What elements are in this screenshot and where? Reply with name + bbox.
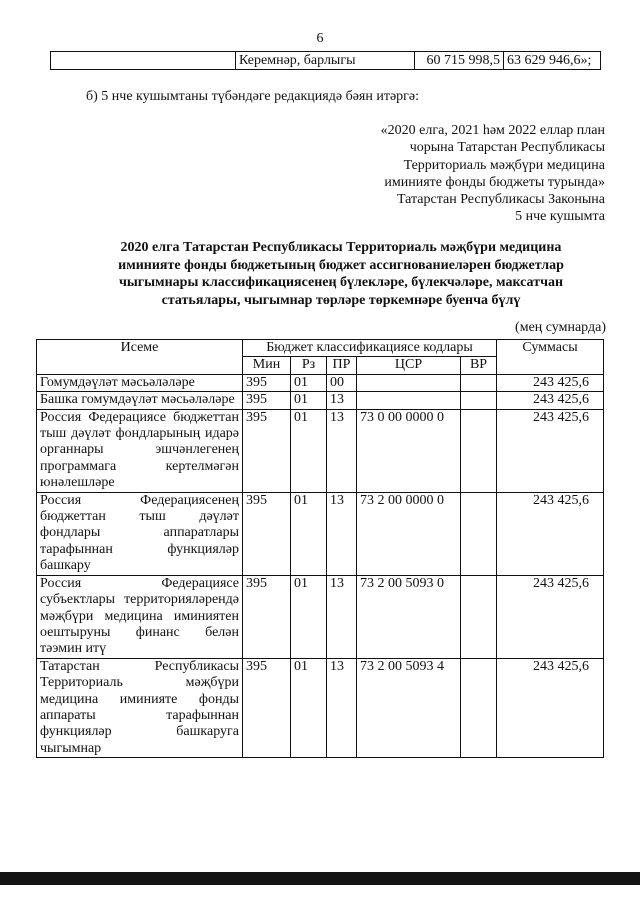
- row-name: Башка гомумдәүләт мәсьәләләре: [37, 392, 243, 409]
- row-min: 395: [243, 374, 291, 391]
- header-pr: ПР: [327, 357, 357, 374]
- quote-line: чорына Татарстан Республикасы: [409, 140, 605, 156]
- total-expenses-label: Керемнәр, барлыгы: [236, 52, 415, 70]
- table-row: [37, 492, 604, 575]
- row-csr: [357, 374, 461, 391]
- table-row: [37, 392, 604, 409]
- row-pr: 00: [327, 374, 357, 391]
- summary-table: [50, 51, 601, 70]
- row-pr: 13: [327, 575, 357, 658]
- total-value-2: 63 629 946,6»;: [504, 52, 601, 70]
- row-vr: [461, 409, 497, 492]
- quote-line: Татарстан Республикасы Законына: [396, 192, 605, 208]
- row-pr: 13: [327, 492, 357, 575]
- table-row: [37, 575, 604, 658]
- row-csr: [357, 392, 461, 409]
- total-value-1: 60 715 998,5: [415, 52, 504, 70]
- title-line: статьялары, чыгымнар төрләре төркемнәре буенча бүлү: [161, 292, 521, 308]
- table-row: [37, 409, 604, 492]
- header-sum: Суммасы: [497, 340, 604, 375]
- row-rz: 01: [291, 492, 327, 575]
- row-name: Гомумдәүләт мәсьәләләре: [37, 374, 243, 391]
- row-vr: [461, 575, 497, 658]
- row-sum: 243 425,6: [497, 658, 604, 757]
- row-sum: 243 425,6: [497, 575, 604, 658]
- row-vr: [461, 374, 497, 391]
- quote-line: «2020 елга, 2021 һәм 2022 еллар план: [380, 123, 605, 138]
- row-pr: 13: [327, 409, 357, 492]
- table-row: [37, 658, 604, 757]
- title-line: 2020 елга Татарстан Республикасы Территориаль мәҗбүри медицина: [120, 240, 562, 255]
- row-rz: 01: [291, 374, 327, 391]
- row-pr: 13: [327, 392, 357, 409]
- header-name: Исеме: [37, 340, 243, 375]
- row-vr: [461, 492, 497, 575]
- row-name: Татарстан Республикасы Территориаль мәҗбүри медицина иминияте фонды аппараты тарафыннан функцияләр башкаруга чыгымнар: [37, 658, 243, 757]
- header-codes: Бюджет классификациясе кодлары: [243, 340, 497, 357]
- row-rz: 01: [291, 392, 327, 409]
- row-min: 395: [243, 658, 291, 757]
- units-label: (мең сумнарда): [515, 320, 606, 335]
- document-title: [80, 239, 602, 309]
- row-csr: 73 2 00 5093 4: [357, 658, 461, 757]
- row-csr: 73 0 00 0000 0: [357, 409, 461, 492]
- header-csr: ЦСР: [357, 357, 461, 374]
- row-sum: 243 425,6: [497, 374, 604, 391]
- title-line: иминияте фонды бюджетының бюджет ассигнованиеләрен бюджетлар: [118, 257, 564, 273]
- table-row: [37, 374, 604, 391]
- header-vr: ВР: [461, 357, 497, 374]
- row-name: Россия Федерациясе бюджеттан тыш дәүләт фондларының идарә органнары эшчәнлегенең программага кертелмәгән юнәлешләре: [37, 409, 243, 492]
- row-min: 395: [243, 492, 291, 575]
- row-pr: 13: [327, 658, 357, 757]
- row-min: 395: [243, 392, 291, 409]
- quote-line: иминияте фонды бюджеты турында»: [384, 174, 605, 190]
- row-csr: 73 2 00 5093 0: [357, 575, 461, 658]
- row-min: 395: [243, 409, 291, 492]
- row-name: Россия Федерациясенең бюджеттан тыш дәүләт фондлары аппаратлары тарафыннан функцияләр башкару: [37, 492, 243, 575]
- scan-edge-bar: [0, 872, 640, 885]
- quote-line: 5 нче кушымта: [515, 209, 605, 225]
- row-rz: 01: [291, 575, 327, 658]
- row-vr: [461, 658, 497, 757]
- row-sum: 243 425,6: [497, 392, 604, 409]
- row-csr: 73 2 00 0000 0: [357, 492, 461, 575]
- quote-line: Территориаль мәҗбүри медицина: [403, 157, 605, 173]
- row-rz: 01: [291, 409, 327, 492]
- row-sum: 243 425,6: [497, 409, 604, 492]
- header-min: Мин: [243, 357, 291, 374]
- row-rz: 01: [291, 658, 327, 757]
- table-row: [51, 52, 601, 70]
- title-line: чыгымнары классификациясенең бүлекләре, бүлекчәләре, максатчан: [118, 275, 564, 290]
- row-sum: 243 425,6: [497, 492, 604, 575]
- item-b-text: б) 5 нче кушымтаны түбәндәге редакциядә бәян итәргә:: [86, 89, 420, 104]
- row-vr: [461, 392, 497, 409]
- row-name: Россия Федерациясе субъектлары территорияләрендә мәҗбүри медицина иминиятен оештыруны финанс белән тәэмин итү: [37, 575, 243, 658]
- appendix-reference: [381, 122, 605, 226]
- budget-table: [36, 339, 604, 758]
- header-rz: Рз: [291, 357, 327, 374]
- row-min: 395: [243, 575, 291, 658]
- page-number: 6: [316, 31, 324, 46]
- table-header-row: [37, 340, 604, 357]
- table-cell: [51, 52, 236, 70]
